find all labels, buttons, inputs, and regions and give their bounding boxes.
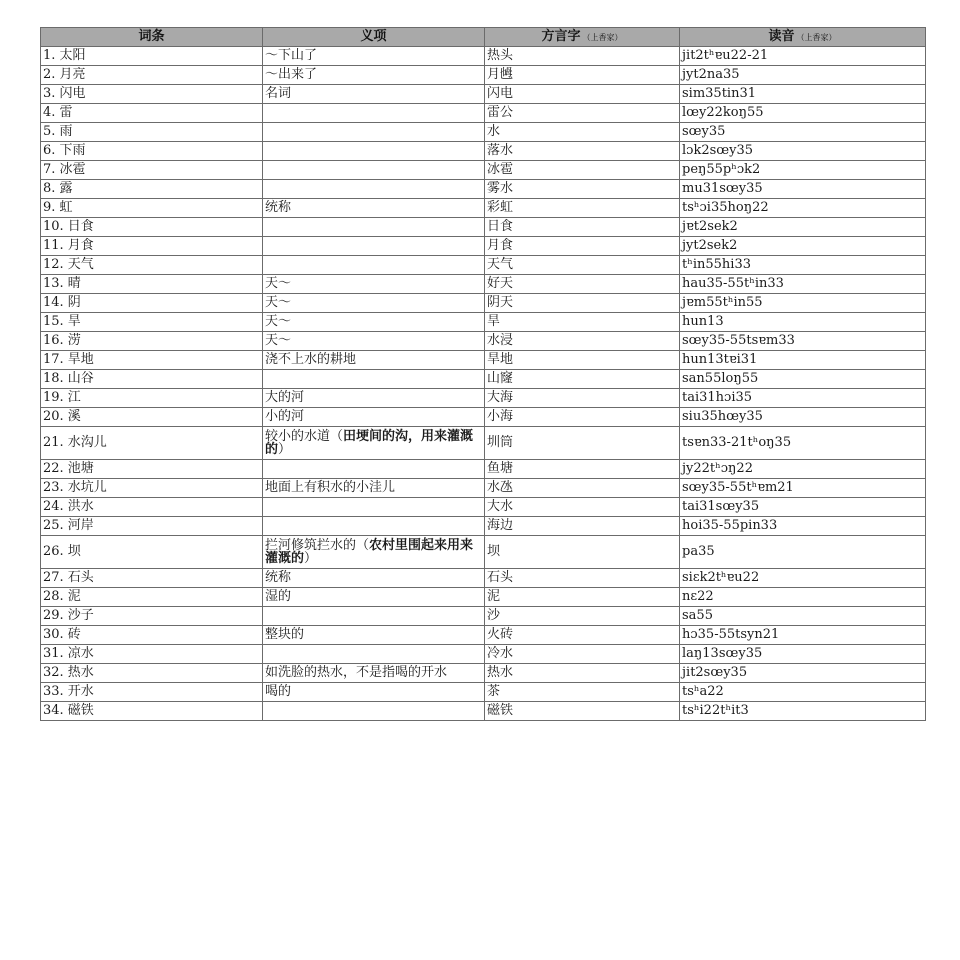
header-pronunciation-label: 读音 <box>768 28 795 44</box>
meaning-cell <box>263 498 485 517</box>
pronunciation-cell: tʰin55hi33 <box>680 256 926 275</box>
term-cell: 31. 凉水 <box>41 645 263 664</box>
term-cell: 14. 阴 <box>41 294 263 313</box>
pronunciation-cell: sa55 <box>680 607 926 626</box>
term-cell: 3. 闪电 <box>41 85 263 104</box>
dialect-word-cell: 水 <box>485 123 680 142</box>
table-row <box>41 479 926 498</box>
table-row <box>41 275 926 294</box>
pronunciation-cell: lœy22koŋ55 <box>680 104 926 123</box>
term-cell: 19. 江 <box>41 389 263 408</box>
meaning-cell <box>263 607 485 626</box>
table-row <box>41 408 926 427</box>
meaning-cell: ～出来了 <box>263 66 485 85</box>
table-row <box>41 104 926 123</box>
term-cell: 11. 月食 <box>41 237 263 256</box>
dialect-word-cell: 大海 <box>485 389 680 408</box>
pronunciation-cell: hun13tɐi31 <box>680 351 926 370</box>
meaning-closing-paren: ） <box>304 551 318 566</box>
term-cell: 23. 水坑儿 <box>41 479 263 498</box>
pronunciation-cell: laŋ13sœy35 <box>680 645 926 664</box>
meaning-cell <box>263 370 485 389</box>
pronunciation-cell: jyt2sek2 <box>680 237 926 256</box>
dialect-word-cell: 雾水 <box>485 180 680 199</box>
table-row <box>41 645 926 664</box>
table-row <box>41 351 926 370</box>
header-term <box>41 28 263 47</box>
term-cell: 1. 太阳 <box>41 47 263 66</box>
table-row <box>41 237 926 256</box>
table-row <box>41 218 926 237</box>
dialect-word-cell: 月乸 <box>485 66 680 85</box>
term-cell: 28. 泥 <box>41 588 263 607</box>
dialect-word-cell: 月食 <box>485 237 680 256</box>
meaning-cell: 湿的 <box>263 588 485 607</box>
term-cell: 29. 沙子 <box>41 607 263 626</box>
dialect-word-cell: 鱼塘 <box>485 460 680 479</box>
dialect-word-cell: 冷水 <box>485 645 680 664</box>
term-cell: 27. 石头 <box>41 569 263 588</box>
meaning-emphasis-text: 田埂间的沟，用来灌溉的 <box>265 429 474 457</box>
term-cell: 10. 日食 <box>41 218 263 237</box>
dialect-word-cell: 雷公 <box>485 104 680 123</box>
table-row <box>41 588 926 607</box>
meaning-cell <box>263 460 485 479</box>
meaning-text: 较小的水道（ <box>265 429 344 444</box>
table-row <box>41 161 926 180</box>
dialect-word-cell: 坝 <box>485 536 680 569</box>
meaning-cell <box>263 517 485 536</box>
dialect-word-cell: 热头 <box>485 47 680 66</box>
dialect-word-cell: 日食 <box>485 218 680 237</box>
dialect-word-cell: 冰雹 <box>485 161 680 180</box>
header-pronunciation-note: （上香家） <box>796 32 837 42</box>
term-cell: 6. 下雨 <box>41 142 263 161</box>
meaning-cell <box>263 142 485 161</box>
term-cell: 18. 山谷 <box>41 370 263 389</box>
header-meaning-label: 义项 <box>360 29 387 44</box>
pronunciation-cell: mu31sœy35 <box>680 180 926 199</box>
dialect-word-cell: 水氹 <box>485 479 680 498</box>
pronunciation-cell: peŋ55pʰɔk2 <box>680 161 926 180</box>
table-row <box>41 626 926 645</box>
table-row <box>41 536 926 569</box>
term-cell: 25. 河岸 <box>41 517 263 536</box>
meaning-cell <box>263 645 485 664</box>
meaning-cell <box>263 427 485 460</box>
table-row <box>41 607 926 626</box>
dialect-word-cell: 天气 <box>485 256 680 275</box>
pronunciation-cell: sœy35 <box>680 123 926 142</box>
meaning-cell: 如洗脸的热水，不是指喝的开水 <box>263 664 485 683</box>
meaning-cell: 天～ <box>263 294 485 313</box>
meaning-cell: 统称 <box>263 569 485 588</box>
table-row <box>41 517 926 536</box>
term-cell: 9. 虹 <box>41 199 263 218</box>
term-cell: 5. 雨 <box>41 123 263 142</box>
dialect-word-cell: 大水 <box>485 498 680 517</box>
meaning-cell: 统称 <box>263 199 485 218</box>
pronunciation-cell: sœy35-55tʰɐm21 <box>680 479 926 498</box>
pronunciation-cell: jɐt2sek2 <box>680 218 926 237</box>
pronunciation-cell: hɔ35-55tsyn21 <box>680 626 926 645</box>
meaning-cell: 浇不上水的耕地 <box>263 351 485 370</box>
meaning-cell <box>263 218 485 237</box>
table-row <box>41 664 926 683</box>
term-cell: 22. 池塘 <box>41 460 263 479</box>
pronunciation-cell: pa35 <box>680 536 926 569</box>
dialect-word-cell: 火砖 <box>485 626 680 645</box>
term-cell: 13. 晴 <box>41 275 263 294</box>
term-cell: 26. 坝 <box>41 536 263 569</box>
pronunciation-cell: lɔk2sœy35 <box>680 142 926 161</box>
term-cell: 30. 砖 <box>41 626 263 645</box>
pronunciation-cell: siɛk2tʰɐu22 <box>680 569 926 588</box>
meaning-cell <box>263 237 485 256</box>
meaning-cell <box>263 702 485 721</box>
meaning-cell <box>263 161 485 180</box>
table-row <box>41 460 926 479</box>
term-cell: 34. 磁铁 <box>41 702 263 721</box>
meaning-cell: 天～ <box>263 313 485 332</box>
pronunciation-cell: sim35tin31 <box>680 85 926 104</box>
dialect-word-cell: 水浸 <box>485 332 680 351</box>
meaning-text: 拦河修筑拦水的（ <box>265 538 370 553</box>
meaning-cell: 喝的 <box>263 683 485 702</box>
table-header-row <box>41 28 926 47</box>
table-row <box>41 569 926 588</box>
term-cell: 16. 涝 <box>41 332 263 351</box>
dialect-word-cell: 泥 <box>485 588 680 607</box>
term-cell: 2. 月亮 <box>41 66 263 85</box>
table-row <box>41 332 926 351</box>
meaning-cell: 地面上有积水的小洼儿 <box>263 479 485 498</box>
table-row <box>41 47 926 66</box>
pronunciation-cell: tai31sœy35 <box>680 498 926 517</box>
meaning-cell <box>263 104 485 123</box>
term-cell: 12. 天气 <box>41 256 263 275</box>
meaning-cell <box>263 536 485 569</box>
dialect-word-cell: 海边 <box>485 517 680 536</box>
header-term-label: 词条 <box>138 29 165 44</box>
meaning-cell: 整块的 <box>263 626 485 645</box>
term-cell: 7. 冰雹 <box>41 161 263 180</box>
meaning-cell: 天～ <box>263 275 485 294</box>
pronunciation-cell: jyt2na35 <box>680 66 926 85</box>
term-cell: 17. 旱地 <box>41 351 263 370</box>
pronunciation-cell: jɐm55tʰin55 <box>680 294 926 313</box>
table-row <box>41 427 926 460</box>
pronunciation-cell: nɛ22 <box>680 588 926 607</box>
term-cell: 24. 洪水 <box>41 498 263 517</box>
table-row <box>41 123 926 142</box>
meaning-cell: 小的河 <box>263 408 485 427</box>
dialect-word-cell: 热水 <box>485 664 680 683</box>
meaning-closing-paren: ） <box>278 442 292 457</box>
dialect-word-cell: 阴天 <box>485 294 680 313</box>
dialect-word-cell: 圳筒 <box>485 427 680 460</box>
meaning-cell: 天～ <box>263 332 485 351</box>
table-row <box>41 199 926 218</box>
pronunciation-cell: jy22tʰɔŋ22 <box>680 460 926 479</box>
table-row <box>41 370 926 389</box>
dialect-word-cell: 旱地 <box>485 351 680 370</box>
table-row <box>41 180 926 199</box>
header-dialect-word-label: 方言字 <box>541 28 581 44</box>
meaning-cell <box>263 180 485 199</box>
table-row <box>41 313 926 332</box>
term-cell: 32. 热水 <box>41 664 263 683</box>
term-cell: 33. 开水 <box>41 683 263 702</box>
pronunciation-cell: tai31hɔi35 <box>680 389 926 408</box>
dialect-word-cell: 闪电 <box>485 85 680 104</box>
pronunciation-cell: jit2tʰɐu22-21 <box>680 47 926 66</box>
pronunciation-cell: tsʰa22 <box>680 683 926 702</box>
meaning-cell <box>263 256 485 275</box>
pronunciation-cell: jit2sœy35 <box>680 664 926 683</box>
header-meaning <box>263 28 485 47</box>
dialect-word-cell: 落水 <box>485 142 680 161</box>
vocabulary-table-container <box>40 27 926 721</box>
dialect-word-cell: 沙 <box>485 607 680 626</box>
term-cell: 15. 旱 <box>41 313 263 332</box>
term-cell: 21. 水沟儿 <box>41 427 263 460</box>
term-cell: 8. 露 <box>41 180 263 199</box>
pronunciation-cell: tsɐn33-21tʰoŋ35 <box>680 427 926 460</box>
dialect-word-cell: 石头 <box>485 569 680 588</box>
pronunciation-cell: hau35-55tʰin33 <box>680 275 926 294</box>
header-pronunciation <box>680 28 926 47</box>
dialect-word-cell: 磁铁 <box>485 702 680 721</box>
header-dialect-word <box>485 28 680 47</box>
term-cell: 4. 雷 <box>41 104 263 123</box>
table-row <box>41 702 926 721</box>
table-row <box>41 683 926 702</box>
dialect-word-cell: 山窿 <box>485 370 680 389</box>
dialect-word-cell: 茶 <box>485 683 680 702</box>
table-row <box>41 498 926 517</box>
pronunciation-cell: hun13 <box>680 313 926 332</box>
pronunciation-cell: san55loŋ55 <box>680 370 926 389</box>
table-row <box>41 389 926 408</box>
dialect-word-cell: 旱 <box>485 313 680 332</box>
meaning-cell: ～下山了 <box>263 47 485 66</box>
pronunciation-cell: sœy35-55tsɐm33 <box>680 332 926 351</box>
term-cell: 20. 溪 <box>41 408 263 427</box>
table-row <box>41 256 926 275</box>
table-row <box>41 294 926 313</box>
meaning-cell: 名词 <box>263 85 485 104</box>
pronunciation-cell: tsʰi22tʰit3 <box>680 702 926 721</box>
dialect-vocabulary-table <box>40 27 926 721</box>
table-row <box>41 142 926 161</box>
dialect-word-cell: 小海 <box>485 408 680 427</box>
table-row <box>41 85 926 104</box>
table-row <box>41 66 926 85</box>
meaning-cell <box>263 123 485 142</box>
header-dialect-word-note: （上香家） <box>582 32 623 42</box>
meaning-emphasis-text: 农村里围起来用来灌溉的 <box>265 538 474 566</box>
dialect-word-cell: 彩虹 <box>485 199 680 218</box>
pronunciation-cell: tsʰɔi35hoŋ22 <box>680 199 926 218</box>
pronunciation-cell: siu35hœy35 <box>680 408 926 427</box>
pronunciation-cell: hoi35-55pin33 <box>680 517 926 536</box>
dialect-word-cell: 好天 <box>485 275 680 294</box>
meaning-cell: 大的河 <box>263 389 485 408</box>
